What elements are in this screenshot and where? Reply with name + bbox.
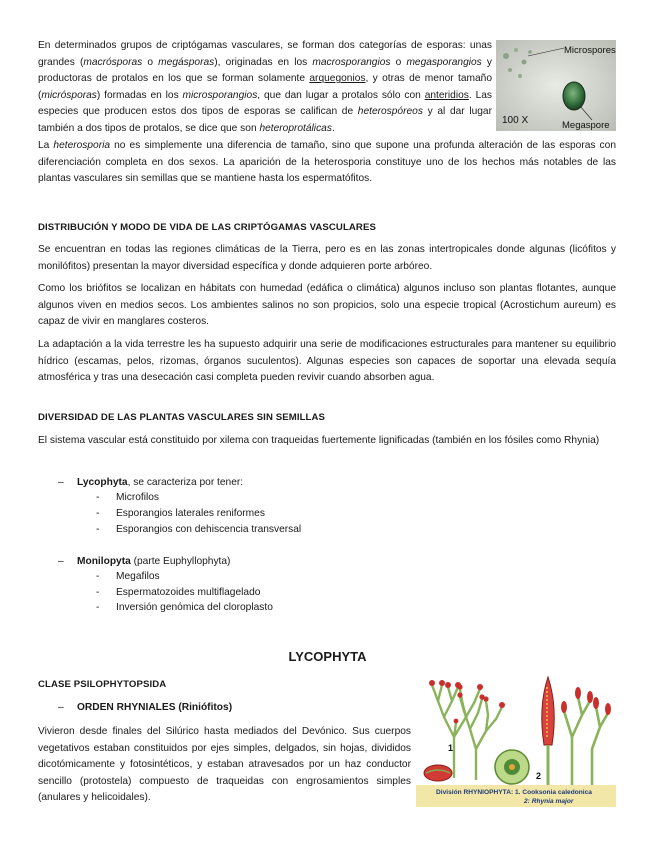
- list-subitem: - Inversión genómica del cloroplasto: [96, 602, 273, 613]
- paragraph-rhyniales: Vivieron desde finales del Silúrico hasta mediados del Devónico. Sus cuerpos vegetativos estaban constituidos por ejes simples, delgados, sin hojas, divididos dicotómicamente y fotosintéticos, y estaban atravesados por un haz conductor sencillo (protostela) compuesto de traqueidas con engrosamientos simples (anulares y helicoidales).: [38, 726, 411, 804]
- paragraph-heterosporia-intro: En determinados grupos de criptógamas vasculares, se forman dos categorías de esporas: unas grandes (macrósporas o megásporas), originadas en los macrosporangios o megasporangios y productoras de protalos en los que se forman solamente arquegonios, y otras de menor tamaño (micrósporas) formadas en los microsporangios, que dan lugar a protalos sólo con anteridios. Las especies que producen estos dos tipos de esporas se califican de heterospóreos y al dar lugar también a dos tipos de protalos, se dice que son heteroprotálicas.: [38, 40, 492, 134]
- list-subitem: - Megafilos: [96, 571, 160, 582]
- heading-distribucion: DISTRIBUCIÓN Y MODO DE VIDA DE LAS CRIPTÓGAMAS VASCULARES: [38, 222, 376, 233]
- figure-caption-2: 2: Rhynia major: [524, 798, 574, 805]
- list-item-orden: – ORDEN RHYNIALES (Riniófitos): [58, 702, 233, 713]
- spores-micrograph: [496, 40, 616, 131]
- paragraph-sistema-vascular: El sistema vascular está constituido por xilema con traqueidas fuertemente lignificadas (también en los fósiles como Rhynia): [38, 435, 600, 446]
- paragraph-heterosporia-detail: La heterosporia no es simplemente una diferencia de tamaño, sino que supone una profunda alteración de las esporas con diferenciación completa en dos sexos. La aparición de la heterosporia constituye uno de los hechos más notables de las plantas vasculares sin semillas que se mantiene hasta los espermatófitos.: [38, 140, 616, 185]
- list-subitem: - Espermatozoides multiflagelado: [96, 587, 261, 598]
- list-item-lycophyta: – Lycophyta, se caracteriza por tener:: [58, 477, 244, 488]
- megaspore-label: Megaspore: [562, 120, 610, 131]
- figure-caption: División RHYNIOPHYTA: 1. Cooksonia caledonica: [436, 789, 592, 796]
- spores-micrograph-figure: [496, 40, 616, 131]
- list-item-monilophyta: – Monilopyta (parte Euphyllophyta): [58, 556, 231, 567]
- section-title-lycophyta: LYCOPHYTA: [288, 649, 367, 664]
- paragraph-distribucion: Se encuentran en todas las regiones climáticas de la Tierra, pero es en las zonas intertropicales donde algunas (licófitos y monilófitos) presentan la mayor diversidad específica y donde adquieren porte arbóreo.: [38, 244, 616, 272]
- list-subitem: - Esporangios con dehiscencia transversal: [96, 524, 302, 535]
- list-subitem: - Esporangios laterales reniformes: [96, 508, 265, 519]
- heading-diversidad: DIVERSIDAD DE LAS PLANTAS VASCULARES SIN SEMILLAS: [38, 412, 326, 423]
- paragraph-adaptacion: La adaptación a la vida terrestre les ha supuesto adquirir una serie de modificaciones estructurales para mantener su equilibrio hídrico (escamas, pelos, rizomas, órganos suculentos). Algunas especies son capaces de soportar una elevada sequía atmosférica y tras una desecación casi completa pueden revivir cuando absorben agua.: [38, 339, 616, 384]
- magnification-label: 100 X: [502, 115, 529, 126]
- microspores-label: Microspores: [564, 45, 616, 56]
- heading-clase: CLASE PSILOPHYTOPSIDA: [38, 679, 167, 690]
- rhyniophyta-figure: [416, 667, 616, 807]
- list-subitem: - Microfilos: [96, 492, 160, 503]
- rhyniophyta-illustration: [416, 667, 616, 807]
- paragraph-habitat: Como los briófitos se localizan en hábitats con humedad (edáfica o climática) algunos incluso son plantas flotantes, aunque algunos viven en medios secos. Los ambientes salinos no son propicios, solo una especie tropical (Acrostichum aureum) es capaz de vivir en manglares costeros.: [38, 283, 616, 328]
- figure-number-2: 2: [536, 771, 542, 781]
- figure-number-1: 1: [448, 743, 454, 753]
